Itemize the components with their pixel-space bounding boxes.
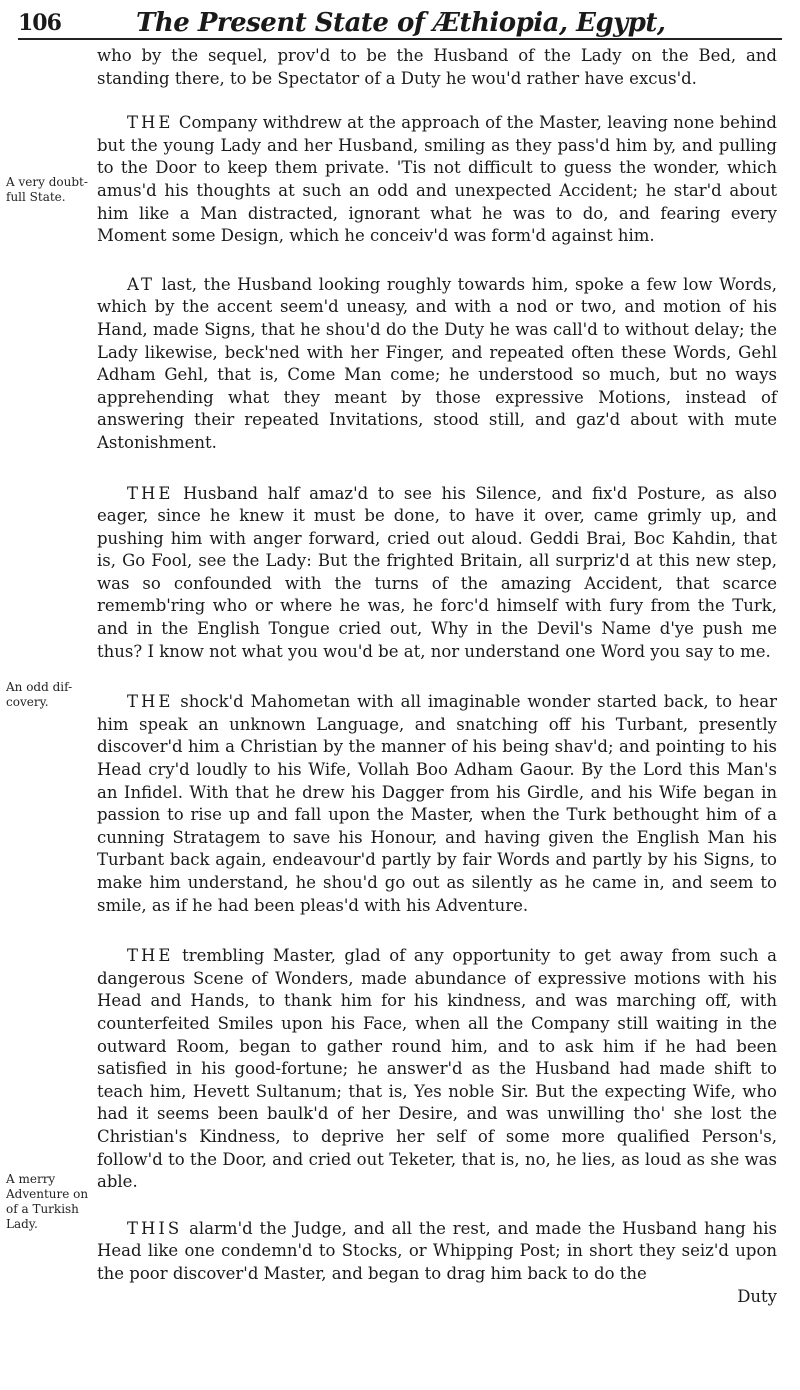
paragraph-text: Husband half amaz'd to see his Silence, and fix'd Posture, as also eager, since he knew it must be done, to have it over, came grimly up, and pushing him with anger forward, cried out aloud. Geddi Brai, Boc Kahdin, that is, Go Fool, see the Lady: But the frighted Britain, all surpriz'd at this new step, was so confounded with the turns of the amazing Accident, that scarce rememb'ring who or where he was, he forc'd himself with fury from the Turk, and in the English Tongue cried out, Why in the Devil's Name d'ye push me thus? I know not what you wou'd be at, nor understand one Word you say to me. [97,483,777,661]
paragraph-text: last, the Husband looking roughly towards him, spoke a few low Words, which by the accent seem'd uneasy, and with a nod or two, and motion of his Hand, made Signs, that he shou'd do the Duty he was call'd to without delay; the Lady likewise, beck'ned with her Finger, and repeated often these Words, Gehl Adham Gehl, that is, Come Man come; he understood so much, but no ways apprehending what they meant by those expressive Motions, instead of answering their repeated Invitations, stood still, and gaz'd about with mute Astonishment. [97,274,777,452]
paragraph-text: shock'd Mahometan with all imaginable wonder started back, to hear him speak an unknown Language, and snatching off his Turbant, presently discover'd him a Christian by the manner of his being shav'd; and pointing to his Head cry'd loudly to his Wife, Vollah Boo Adham Gaour. By the Lord this Man's an Infidel. With that he drew his Dagger from his Girdle, and his Wife began in passion to rise up and fall upon the Master, when the Turk bethought him of a cunning Stratagem to save his Honour, and having given the English Man his Turbant back again, endeavour'd partly by fair Words and partly by his Signs, to make him understand, he shou'd go out as silently as he came in, and seem to smile, as if he had been pleas'd with his Adventure. [97,692,777,915]
paragraph-trembling-master [97,945,777,1194]
paragraph-lead: THE [127,692,174,712]
body-text [97,45,777,1308]
paragraph-text: Company withdrew at the approach of the Master, leaving none behind but the young Lady and her Husband, smiling as they pass'd him by, and pulling to the Door to keep them private. 'Tis not difficult to guess the wonder, which amus'd his thoughts at such an odd and unexpected Accident; he star'd about him like a Man distracted, ignorant what he was to do, and fearing every Moment some Design, which he conceiv'd was form'd against him. [97,113,777,246]
page-number: 106 [18,10,61,36]
paragraph-husband [97,483,777,664]
margin-note-merry-adventure: A merry Adventure on of a Turkish Lady. [6,1172,89,1231]
page-header [18,6,778,40]
paragraph-lead: AT [127,274,156,294]
paragraph-lead: THE [127,946,174,966]
paragraph-alarm [97,1218,777,1286]
paragraph-lead: THE [127,113,174,133]
paragraph-at-last [97,274,777,455]
catchword: Duty [737,1286,777,1306]
paragraph-mahometan [97,691,777,917]
header-rule [18,38,782,40]
paragraph-text: trembling Master, glad of any opportunity to get away from such a dangerous Scene of Wonders, made abundance of expressive motions with his Head and Hands, to thank him for his kindness, and was marching off, with counterfeited Smiles upon his Face, when all the Company still waiting in the outward Room, began to gather round him, and to ask him if he had been satisfied in his good-fortune; he answer'd as the Husband had made shift to teach him, Hevett Sultanum; that is, Yes noble Sir. But the expecting Wife, who had it seems been baulk'd of her Desire, and was unwilling tho' she lost the Christian's Kindness, to deprive her self of some more qualified Person's, follow'd to the Door, and cried out Teketer, that is, no, he lies, as loud as she was able. [97,946,777,1192]
catchword-row [97,1286,777,1309]
margin-note-odd-discovery: An odd dif-covery. [6,680,73,709]
paragraph-continuation [97,45,777,90]
paragraph-text: alarm'd the Judge, and all the rest, and made the Husband hang his Head like one condemn'd to Stocks, or Whipping Post; in short they seiz'd upon the poor discover'd Master, and began to drag him back to do the [97,1218,777,1283]
running-title: The Present State of Æthiopia, Egypt, [136,8,666,38]
paragraph-lead: THE [127,483,174,503]
paragraph-company [97,112,777,248]
paragraph-text: who by the sequel, prov'd to be the Husband of the Lady on the Bed, and standing there, to be Spectator of a Duty he wou'd rather have excus'd. [97,46,777,88]
paragraph-lead: THIS [127,1218,183,1238]
margin-note-doubtful-state: A very doubt-full State. [6,175,88,204]
